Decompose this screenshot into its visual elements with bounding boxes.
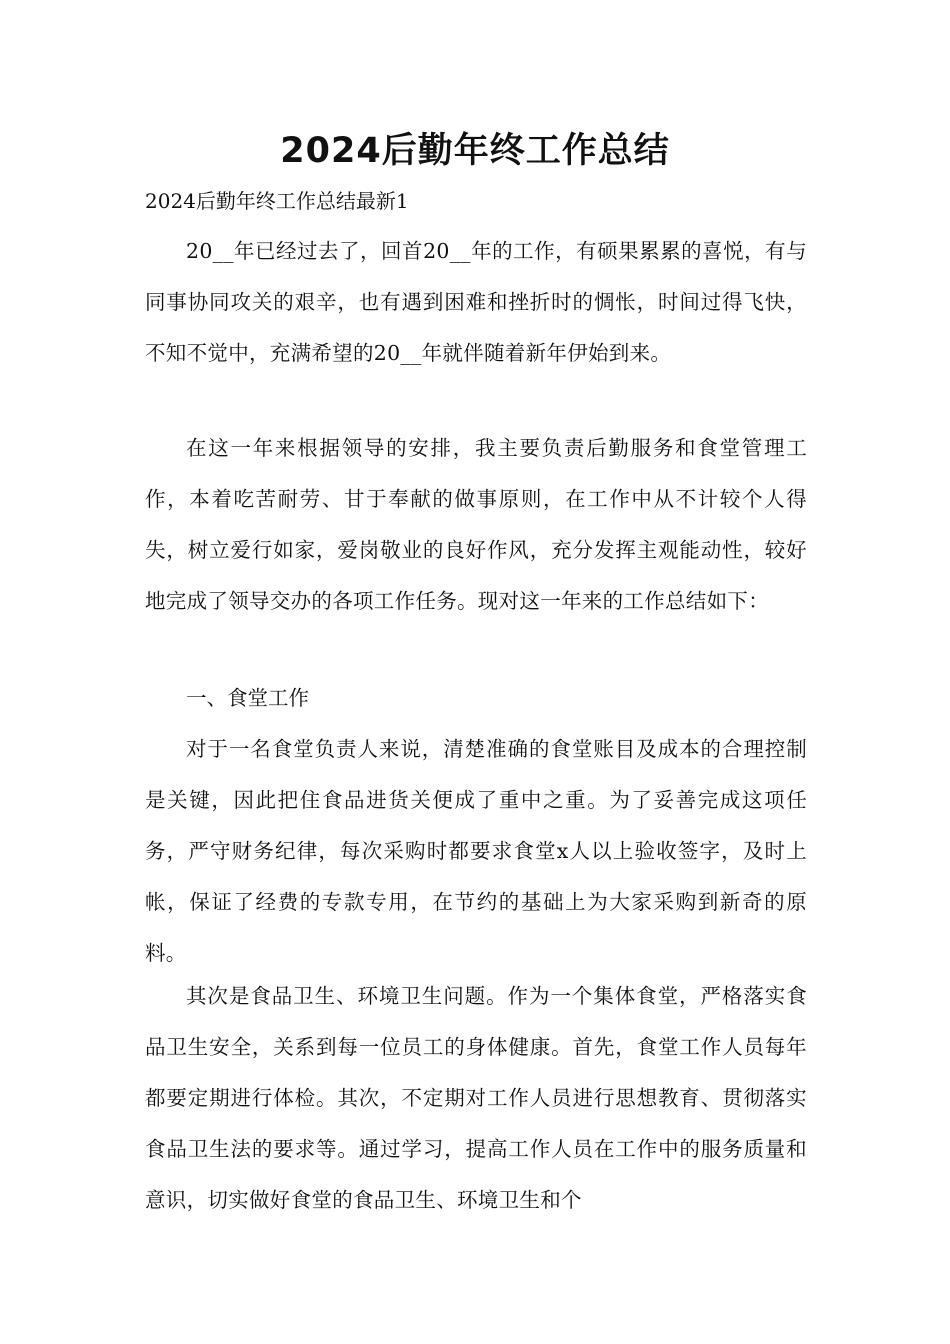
document-subtitle: 2024后勤年终工作总结最新1 <box>145 189 409 213</box>
paragraph-canteen-accounts: 对于一名食堂负责人来说，清楚准确的食堂账目及成本的合理控制是关键，因此把住食品进货关便成了重中之重。为了妥善完成这项任务，严守财务纪律，每次采购时都要求食堂x人以上验收签字，及时上帐，保证了经费的专款专用，在节约的基础上为大家采购到新奇的原料。 <box>145 737 807 965</box>
paragraph-intro: 20__年已经过去了，回首20__年的工作，有硕果累累的喜悦，有与同事协同攻关的艰辛，也有遇到困难和挫折时的惆怅，时间过得飞快，不知不觉中，充满希望的20__年就伴随着新年伊始到来。 <box>145 239 807 365</box>
paragraph-food-hygiene: 其次是食品卫生、环境卫生问题。作为一个集体食堂，严格落实食品卫生安全，关系到每一位员工的身体健康。首先，食堂工作人员每年都要定期进行体检。其次，不定期对工作人员进行思想教育、贯彻落实食品卫生法的要求等。通过学习，提高工作人员在工作中的服务质量和意识，切实做好食堂的食品卫生、环境卫生和个 <box>145 984 807 1212</box>
section-heading-canteen: 一、食堂工作 <box>186 686 309 710</box>
paragraph-responsibilities: 在这一年来根据领导的安排，我主要负责后勤服务和食堂管理工作，本着吃苦耐劳、甘于奉献的做事原则，在工作中从不计较个人得失，树立爱行如家，爱岗敬业的良好作风，充分发挥主观能动性，较好地完成了领导交办的各项工作任务。现对这一年来的工作总结如下： <box>145 436 807 613</box>
document-title: 2024后勤年终工作总结 <box>280 131 670 171</box>
